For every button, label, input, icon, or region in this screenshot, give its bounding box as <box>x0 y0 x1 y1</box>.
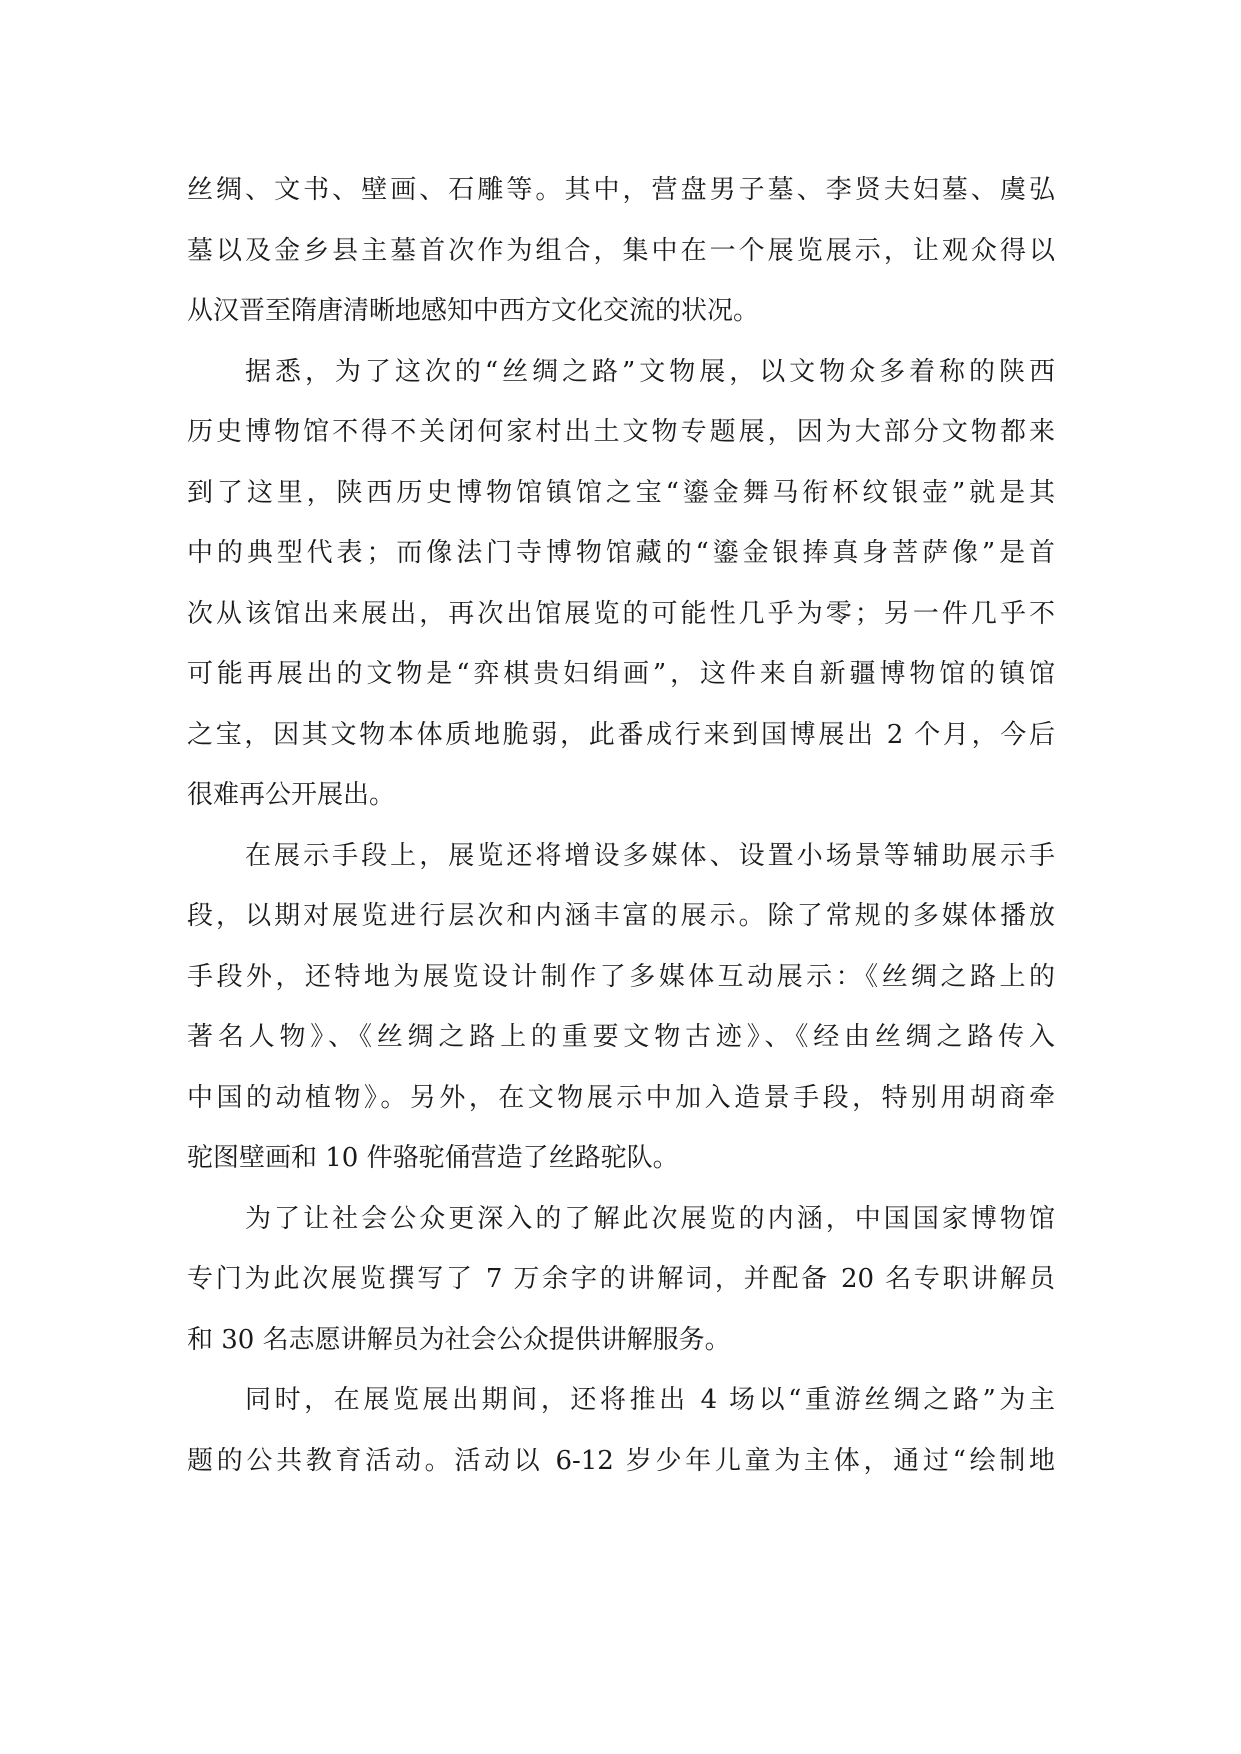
text-line: 题的公共教育活动。活动以 6-12 岁少年儿童为主体，通过“绘制地 <box>187 1445 1055 1476</box>
text-line: 从汉晋至隋唐清晰地感知中西方文化交流的状况。 <box>187 296 760 326</box>
text-line: 到了这里，陕西历史博物馆镇馆之宝“鎏金舞马衔杯纹银壶”就是其 <box>187 477 1055 508</box>
text-line: 次从该馆出来展出，再次出馆展览的可能性几乎为零；另一件几乎不 <box>187 598 1055 629</box>
text-line: 段，以期对展览进行层次和内涵丰富的展示。除了常规的多媒体播放 <box>187 901 1055 931</box>
paragraph <box>187 1370 1055 1491</box>
text-line: 著名人物》、《丝绸之路上的重要文物古迹》、《经由丝绸之路传入 <box>187 1022 1055 1052</box>
text-line: 中国的动植物》。另外，在文物展示中加入造景手段，特别用胡商牵 <box>187 1082 1055 1113</box>
text-line: 墓以及金乡县主墓首次作为组合，集中在一个展览展示，让观众得以 <box>187 235 1055 266</box>
text-line: 在展示手段上，展览还将增设多媒体、设置小场景等辅助展示手 <box>245 840 1055 871</box>
text-line: 据悉，为了这次的“丝绸之路”文物展，以文物众多着称的陕西 <box>245 356 1055 387</box>
paragraph <box>187 160 1055 342</box>
body-text <box>187 160 1055 1491</box>
text-line: 为了让社会公众更深入的了解此次展览的内涵，中国国家博物馆 <box>245 1203 1055 1234</box>
text-line: 可能再展出的文物是“弈棋贵妇绢画”，这件来自新疆博物馆的镇馆 <box>187 659 1055 689</box>
text-line: 同时，在展览展出期间，还将推出 4 场以“重游丝绸之路”为主 <box>245 1385 1055 1415</box>
paragraph <box>187 826 1055 1189</box>
text-line: 和 30 名志愿讲解员为社会公众提供讲解服务。 <box>187 1324 731 1355</box>
text-line: 丝绸、文书、壁画、石雕等。其中，营盘男子墓、李贤夫妇墓、虞弘 <box>187 175 1055 205</box>
paragraph <box>187 342 1055 826</box>
text-line: 很难再公开展出。 <box>187 780 396 810</box>
text-line: 手段外，还特地为展览设计制作了多媒体互动展示：《丝绸之路上的 <box>187 961 1055 992</box>
text-line: 专门为此次展览撰写了 7 万余字的讲解词，并配备 20 名专职讲解员 <box>187 1264 1055 1294</box>
paragraph <box>187 1189 1055 1371</box>
text-line: 驼图壁画和 10 件骆驼俑营造了丝路驼队。 <box>187 1143 679 1173</box>
text-line: 中的典型代表；而像法门寺博物馆藏的“鎏金银捧真身菩萨像”是首 <box>187 538 1055 568</box>
text-line: 历史博物馆不得不关闭何家村出土文物专题展，因为大部分文物都来 <box>187 417 1055 447</box>
text-line: 之宝，因其文物本体质地脆弱，此番成行来到国博展出 2 个月，今后 <box>187 719 1055 750</box>
